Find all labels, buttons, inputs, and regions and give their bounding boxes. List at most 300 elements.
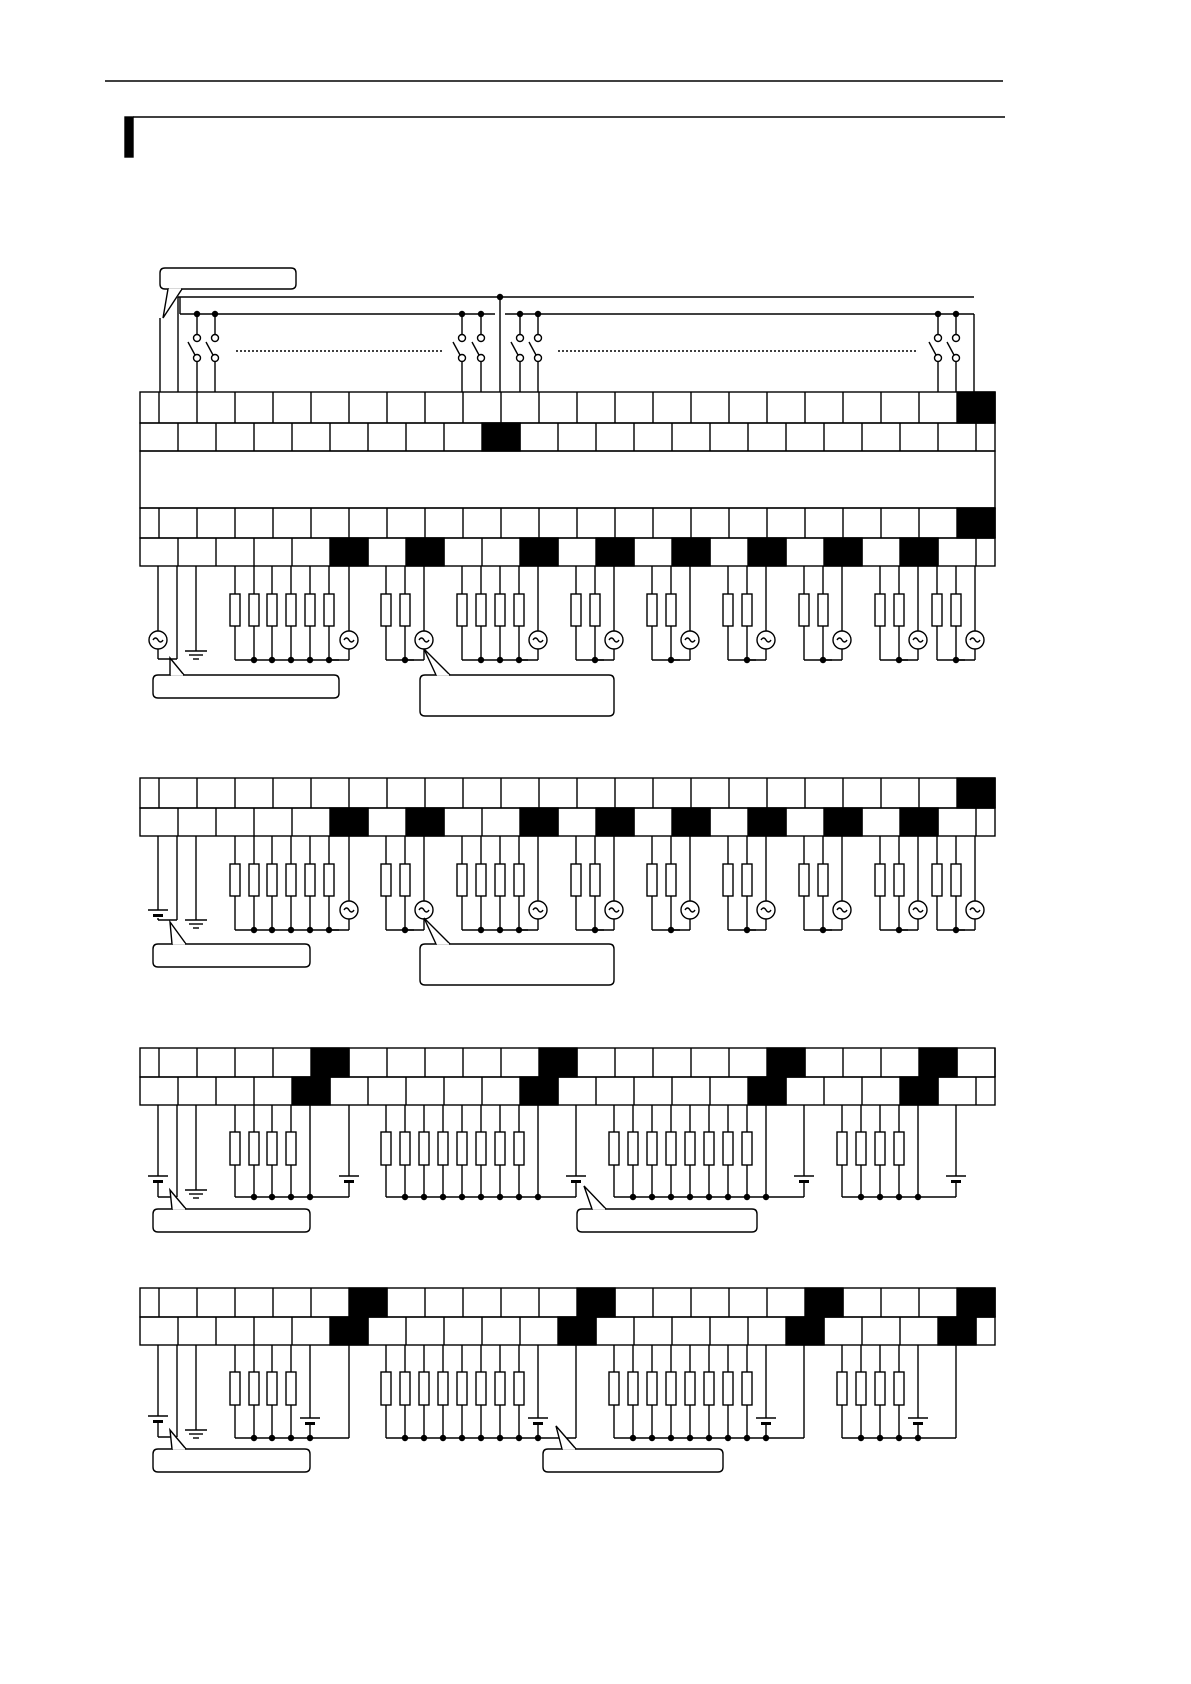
battery-plate-short: [571, 1180, 581, 1183]
switch-contact: [935, 355, 942, 362]
terminal-cell-filled: [748, 538, 786, 566]
junction-dot: [706, 1194, 712, 1200]
switch-contact: [935, 335, 942, 342]
output-group: [647, 566, 699, 663]
terminal-cell-filled: [786, 1317, 824, 1345]
resistor-load-icon: [647, 594, 657, 626]
resistor-load-icon: [400, 1132, 410, 1165]
resistor-load-icon: [400, 864, 410, 896]
resistor-load-icon: [951, 594, 961, 626]
battery-plate-short: [913, 1422, 923, 1425]
junction-dot: [402, 1435, 408, 1441]
resistor-load-icon: [495, 594, 505, 626]
resistor-load-icon: [685, 1372, 695, 1405]
switch-blade: [206, 342, 213, 355]
resistor-load-icon: [742, 594, 752, 626]
ac-source-icon: [529, 631, 547, 649]
output-group: [381, 566, 433, 663]
junction-dot: [478, 657, 484, 663]
junction-dot: [668, 1435, 674, 1441]
resistor-load-icon: [267, 1132, 277, 1165]
junction-dot: [725, 1435, 731, 1441]
terminal-cell-filled: [919, 1048, 957, 1077]
junction-dot: [858, 1194, 864, 1200]
output-group: [609, 1105, 814, 1200]
junction-dot: [288, 927, 294, 933]
load-supply-callout-3: [577, 1186, 757, 1232]
output-group: [230, 1105, 359, 1200]
ground-icon: [185, 920, 207, 928]
output-group: [723, 836, 775, 933]
resistor-load-icon: [932, 594, 942, 626]
terminal-cell-filled: [767, 1048, 805, 1077]
ac-source-icon: [757, 631, 775, 649]
junction-dot: [706, 1435, 712, 1441]
junction-dot: [497, 657, 503, 663]
resistor-load-icon: [666, 1132, 676, 1165]
junction-dot: [288, 1194, 294, 1200]
junction-dot: [307, 657, 313, 663]
callout-pointer: [424, 649, 450, 675]
ac-source-icon: [340, 901, 358, 919]
switch-blade: [947, 342, 954, 355]
callout-box: [153, 944, 310, 967]
resistor-load-icon: [324, 864, 334, 896]
resistor-load-icon: [438, 1372, 448, 1405]
output-group: [457, 836, 547, 933]
resistor-load-icon: [267, 864, 277, 896]
terminal-cell-filled: [482, 423, 520, 451]
callout-pointer: [584, 1186, 606, 1209]
ground-icon: [185, 1190, 207, 1198]
output-group: [381, 1345, 576, 1441]
callout-pointer: [424, 918, 450, 944]
junction-dot: [896, 1194, 902, 1200]
junction-dot: [877, 1435, 883, 1441]
callout-box: [153, 1209, 310, 1232]
junction-dot: [269, 927, 275, 933]
resistor-load-icon: [476, 864, 486, 896]
power-source-callout-2: [153, 922, 310, 967]
switch-contact: [212, 335, 219, 342]
junction-dot: [744, 1435, 750, 1441]
junction-dot: [421, 1194, 427, 1200]
switch-contact: [953, 335, 960, 342]
input-terminal-row-bottom: [140, 423, 995, 451]
section-marker: [125, 117, 133, 157]
junction-dot: [459, 1194, 465, 1200]
ac-source-icon: [605, 631, 623, 649]
resistor-load-icon: [818, 864, 828, 896]
resistor-load-icon: [647, 1132, 657, 1165]
battery-plate-short: [153, 1420, 163, 1423]
diagram-dc-power-ac-output: [148, 836, 984, 933]
junction-dot: [440, 1435, 446, 1441]
switch-contact: [212, 355, 219, 362]
terminal-cell-filled: [520, 808, 558, 836]
junction-dot: [269, 657, 275, 663]
plc-body: [140, 451, 995, 508]
dc-battery-icon: [946, 1176, 966, 1183]
output-group: [837, 1345, 956, 1441]
junction-dot: [251, 1435, 257, 1441]
callout-pointer: [163, 289, 182, 318]
terminal-cell-filled: [957, 778, 995, 808]
input-terminal-row-top: [140, 392, 995, 423]
junction-dot: [251, 1194, 257, 1200]
resistor-load-icon: [419, 1372, 429, 1405]
ac-source-icon: [605, 901, 623, 919]
output-group: [875, 836, 927, 933]
resistor-load-icon: [381, 594, 391, 626]
junction-dot: [478, 1194, 484, 1200]
output-group: [647, 836, 699, 933]
resistor-load-icon: [742, 1132, 752, 1165]
resistor-load-icon: [799, 594, 809, 626]
junction-dot: [668, 1194, 674, 1200]
switch-contact: [194, 355, 201, 362]
resistor-load-icon: [495, 1132, 505, 1165]
junction-dot: [725, 1194, 731, 1200]
terminal-cell-filled: [938, 1317, 976, 1345]
output-group: [381, 1105, 586, 1200]
resistor-load-icon: [381, 1132, 391, 1165]
resistor-load-icon: [495, 1372, 505, 1405]
terminal-cell-filled: [957, 1288, 995, 1317]
resistor-load-icon: [647, 1372, 657, 1405]
junction-dot: [877, 1194, 883, 1200]
terminal-cell-filled: [957, 392, 995, 423]
junction-dot: [288, 1435, 294, 1441]
resistor-load-icon: [590, 864, 600, 896]
resistor-load-icon: [609, 1132, 619, 1165]
switch-icon: [529, 311, 542, 392]
resistor-load-icon: [249, 864, 259, 896]
resistor-load-icon: [457, 1132, 467, 1165]
resistor-load-icon: [723, 1372, 733, 1405]
ac-source-icon: [966, 901, 984, 919]
switch-contact: [953, 355, 960, 362]
resistor-load-icon: [628, 1132, 638, 1165]
callout-box: [160, 268, 296, 289]
switch-blade: [929, 342, 936, 355]
diagram-dc-power-dc-output-a: [148, 1105, 966, 1200]
resistor-load-icon: [837, 1372, 847, 1405]
switch-contact: [517, 355, 524, 362]
junction-dot: [497, 1194, 503, 1200]
output-group: [457, 566, 547, 663]
switch-contact: [194, 335, 201, 342]
battery-plate-short: [305, 1422, 315, 1425]
ac-source-icon: [966, 631, 984, 649]
dc-battery-icon: [148, 1176, 168, 1183]
battery-plate-short: [761, 1422, 771, 1425]
switch-icon: [947, 311, 960, 392]
resistor-load-icon: [514, 594, 524, 626]
power-source-callout-1: [153, 658, 339, 698]
resistor-load-icon: [230, 594, 240, 626]
resistor-load-icon: [704, 1372, 714, 1405]
terminal-cell-filled: [406, 808, 444, 836]
switch-contact: [478, 355, 485, 362]
resistor-load-icon: [932, 864, 942, 896]
terminal-cell-filled: [520, 1077, 558, 1105]
junction-dot: [421, 1435, 427, 1441]
terminal-cell-filled: [900, 538, 938, 566]
resistor-load-icon: [723, 864, 733, 896]
resistor-load-icon: [799, 864, 809, 896]
callout-pointer: [170, 658, 184, 675]
resistor-load-icon: [324, 594, 334, 626]
switch-contact: [535, 355, 542, 362]
resistor-load-icon: [571, 864, 581, 896]
junction-dot: [649, 1435, 655, 1441]
ac-source-icon: [909, 631, 927, 649]
terminal-cell-filled: [748, 808, 786, 836]
switch-blade: [511, 342, 518, 355]
ac-source-icon: [340, 631, 358, 649]
junction-dot: [269, 1435, 275, 1441]
ground-icon: [185, 1430, 207, 1438]
ground-icon: [185, 651, 207, 659]
callout-box: [153, 675, 339, 698]
terminal-cell-filled: [406, 538, 444, 566]
output-terminal-row-top: [140, 1288, 995, 1317]
junction-dot: [687, 1194, 693, 1200]
switch-icon: [188, 311, 201, 392]
switch-contact: [535, 335, 542, 342]
output-group: [230, 566, 358, 663]
terminal-cell-filled: [292, 1077, 330, 1105]
dc-battery-icon: [794, 1176, 814, 1183]
output-group: [571, 836, 623, 933]
battery-plate-short: [153, 1180, 163, 1183]
resistor-load-icon: [457, 594, 467, 626]
resistor-load-icon: [457, 864, 467, 896]
switch-icon: [472, 311, 485, 392]
resistor-load-icon: [742, 1372, 752, 1405]
junction-dot: [630, 1194, 636, 1200]
junction-dot: [288, 657, 294, 663]
output-group: [932, 566, 984, 663]
terminal-cell-filled: [805, 1288, 843, 1317]
resistor-load-icon: [400, 594, 410, 626]
resistor-load-icon: [875, 1132, 885, 1165]
resistor-load-icon: [305, 594, 315, 626]
dc-battery-icon: [908, 1418, 928, 1425]
output-group: [932, 836, 984, 933]
output-group: [799, 836, 851, 933]
output-group: [571, 566, 623, 663]
junction-dot: [516, 1435, 522, 1441]
junction-dot: [497, 1435, 503, 1441]
battery-plate-short: [153, 914, 163, 917]
battery-plate-short: [533, 1422, 543, 1425]
switch-contact: [517, 335, 524, 342]
resistor-load-icon: [457, 1372, 467, 1405]
resistor-load-icon: [875, 1372, 885, 1405]
terminal-cell-filled: [349, 1288, 387, 1317]
terminal-cell-filled: [748, 1077, 786, 1105]
resistor-load-icon: [685, 1132, 695, 1165]
output-group: [875, 566, 927, 663]
terminal-row-frame: [140, 778, 995, 808]
terminal-cell-filled: [539, 1048, 577, 1077]
dc-battery-icon: [566, 1176, 586, 1183]
resistor-load-icon: [856, 1132, 866, 1165]
terminal-row-frame: [140, 423, 995, 451]
diagram-ac-power-ac-output: [149, 294, 984, 663]
diagram-dc-power-dc-output-b: [148, 1345, 956, 1441]
terminal-row-frame: [140, 1077, 995, 1105]
ac-source-icon: [833, 901, 851, 919]
resistor-load-icon: [666, 1372, 676, 1405]
output-terminal-row-bottom: [140, 808, 995, 836]
junction-dot: [440, 1194, 446, 1200]
resistor-load-icon: [286, 1372, 296, 1405]
resistor-load-icon: [894, 1132, 904, 1165]
resistor-load-icon: [647, 864, 657, 896]
resistor-load-icon: [609, 1372, 619, 1405]
output-group: [609, 1345, 804, 1441]
junction-dot: [497, 927, 503, 933]
dc-battery-icon: [756, 1418, 776, 1425]
output-group: [230, 1345, 349, 1441]
terminal-row-frame: [140, 1288, 995, 1317]
terminal-cell-filled: [672, 538, 710, 566]
battery-plate-short: [799, 1180, 809, 1183]
output-terminal-row-bottom: [140, 538, 995, 566]
switch-contact: [459, 355, 466, 362]
resistor-load-icon: [249, 594, 259, 626]
terminal-cell-filled: [824, 538, 862, 566]
callout-box: [543, 1449, 723, 1472]
terminal-cell-filled: [330, 1317, 368, 1345]
callout-pointer: [170, 1190, 186, 1209]
terminal-cell-filled: [957, 508, 995, 538]
resistor-load-icon: [286, 594, 296, 626]
junction-dot: [251, 927, 257, 933]
ac-source-icon: [833, 631, 851, 649]
resistor-load-icon: [230, 864, 240, 896]
junction-dot: [251, 657, 257, 663]
terminal-row-frame: [140, 392, 995, 423]
ac-source-icon: [149, 631, 167, 649]
junction-dot: [649, 1194, 655, 1200]
ac-source-icon: [681, 901, 699, 919]
output-terminal-row-top: [140, 1048, 995, 1077]
resistor-load-icon: [875, 864, 885, 896]
resistor-load-icon: [894, 864, 904, 896]
terminal-cell-filled: [824, 808, 862, 836]
switch-icon: [206, 311, 219, 392]
resistor-load-icon: [837, 1132, 847, 1165]
ac-source-icon: [415, 631, 433, 649]
resistor-load-icon: [381, 1372, 391, 1405]
junction-dot: [307, 927, 313, 933]
switch-icon: [453, 311, 466, 392]
output-group: [230, 836, 358, 933]
output-terminal-row-bottom: [140, 1317, 995, 1345]
ac-source-icon: [757, 901, 775, 919]
resistor-load-icon: [476, 594, 486, 626]
resistor-load-icon: [230, 1132, 240, 1165]
terminal-cell-filled: [330, 808, 368, 836]
callout-pointer: [170, 1430, 186, 1449]
callout-box: [420, 675, 614, 716]
ac-source-icon: [529, 901, 547, 919]
resistor-load-icon: [571, 594, 581, 626]
dc-battery-icon: [300, 1418, 320, 1425]
diagram-root: [105, 81, 1005, 1472]
resistor-load-icon: [894, 594, 904, 626]
resistor-load-icon: [267, 1372, 277, 1405]
junction-dot: [478, 1435, 484, 1441]
terminal-cell-filled: [900, 1077, 938, 1105]
resistor-load-icon: [286, 1132, 296, 1165]
resistor-load-icon: [305, 864, 315, 896]
resistor-load-icon: [951, 864, 961, 896]
resistor-load-icon: [476, 1372, 486, 1405]
terminal-cell-filled: [558, 1317, 596, 1345]
junction-dot: [744, 1194, 750, 1200]
junction-dot: [459, 1435, 465, 1441]
terminal-cell-filled: [900, 808, 938, 836]
resistor-load-icon: [856, 1372, 866, 1405]
switch-contact: [478, 335, 485, 342]
battery-plate-short: [951, 1180, 961, 1183]
resistor-load-icon: [894, 1372, 904, 1405]
switch-blade: [529, 342, 536, 355]
ac-source-icon: [909, 901, 927, 919]
resistor-load-icon: [400, 1372, 410, 1405]
junction-dot: [516, 1194, 522, 1200]
terminal-cell-filled: [577, 1288, 615, 1317]
terminal-cell-filled: [596, 538, 634, 566]
resistor-load-icon: [381, 864, 391, 896]
junction-dot: [858, 1435, 864, 1441]
switch-blade: [472, 342, 479, 355]
resistor-load-icon: [230, 1372, 240, 1405]
battery-plate-short: [344, 1180, 354, 1183]
dc-battery-icon: [148, 910, 168, 917]
resistor-load-icon: [438, 1132, 448, 1165]
junction-dot: [896, 1435, 902, 1441]
callout-pointer: [170, 922, 186, 944]
terminal-cell-filled: [672, 808, 710, 836]
ac-source-icon: [681, 631, 699, 649]
terminal-cell-filled: [311, 1048, 349, 1077]
resistor-load-icon: [249, 1132, 259, 1165]
junction-dot: [478, 927, 484, 933]
resistor-load-icon: [267, 594, 277, 626]
switch-blade: [188, 342, 195, 355]
resistor-load-icon: [818, 594, 828, 626]
junction-dot: [687, 1435, 693, 1441]
callout-box: [420, 944, 614, 985]
output-group: [799, 566, 851, 663]
resistor-load-icon: [704, 1132, 714, 1165]
resistor-load-icon: [419, 1132, 429, 1165]
terminal-row-frame: [140, 538, 995, 566]
dc-battery-icon: [339, 1176, 359, 1183]
resistor-load-icon: [666, 594, 676, 626]
resistor-load-icon: [723, 594, 733, 626]
resistor-load-icon: [742, 864, 752, 896]
junction-dot: [630, 1435, 636, 1441]
output-terminal-row-top: [140, 778, 995, 808]
resistor-load-icon: [514, 1372, 524, 1405]
